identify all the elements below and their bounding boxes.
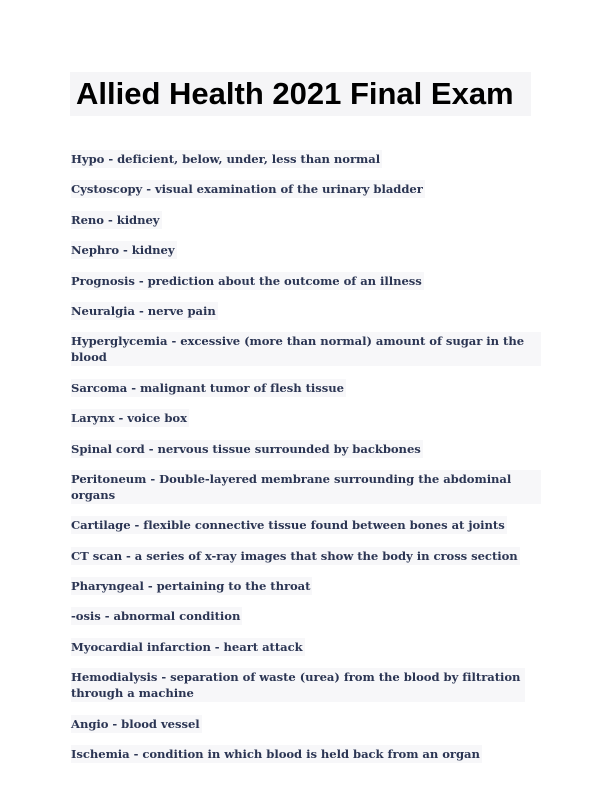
term-list <box>71 150 541 775</box>
term-entry: Neuralgia - nerve pain <box>71 303 216 318</box>
document-title: Allied Health 2021 Final Exam <box>76 76 514 111</box>
term-entry: Myocardial infarction - heart attack <box>71 639 303 654</box>
term-entry: Pharyngeal - pertaining to the throat <box>71 579 311 594</box>
term-entry: Reno - kidney <box>71 212 160 227</box>
term-entry: Cartilage - flexible connective tissue found between bones at joints <box>71 518 505 533</box>
term-entry: Peritoneum - Double-layered membrane surrounding the abdominal organs <box>71 470 541 504</box>
term-entry: Cystoscopy - visual examination of the urinary bladder <box>71 182 423 197</box>
term-entry: Hemodialysis - separation of waste (urea) from the blood by filtration through a machine <box>71 668 525 702</box>
term-entry: Larynx - voice box <box>71 411 187 426</box>
term-entry: CT scan - a series of x-ray images that show the body in cross section <box>71 548 518 563</box>
term-entry: -osis - abnormal condition <box>71 609 241 624</box>
term-entry: Hyperglycemia - excessive (more than normal) amount of sugar in the blood <box>71 332 541 366</box>
term-entry: Ischemia - condition in which blood is held back from an organ <box>71 747 480 762</box>
term-entry: Angio - blood vessel <box>71 716 200 731</box>
term-entry: Sarcoma - malignant tumor of flesh tissue <box>71 380 344 395</box>
term-entry: Spinal cord - nervous tissue surrounded by backbones <box>71 441 421 456</box>
term-entry: Prognosis - prediction about the outcome of an illness <box>71 273 422 288</box>
term-entry: Hypo - deficient, below, under, less than normal <box>71 152 381 166</box>
term-entry: Nephro - kidney <box>71 243 175 258</box>
